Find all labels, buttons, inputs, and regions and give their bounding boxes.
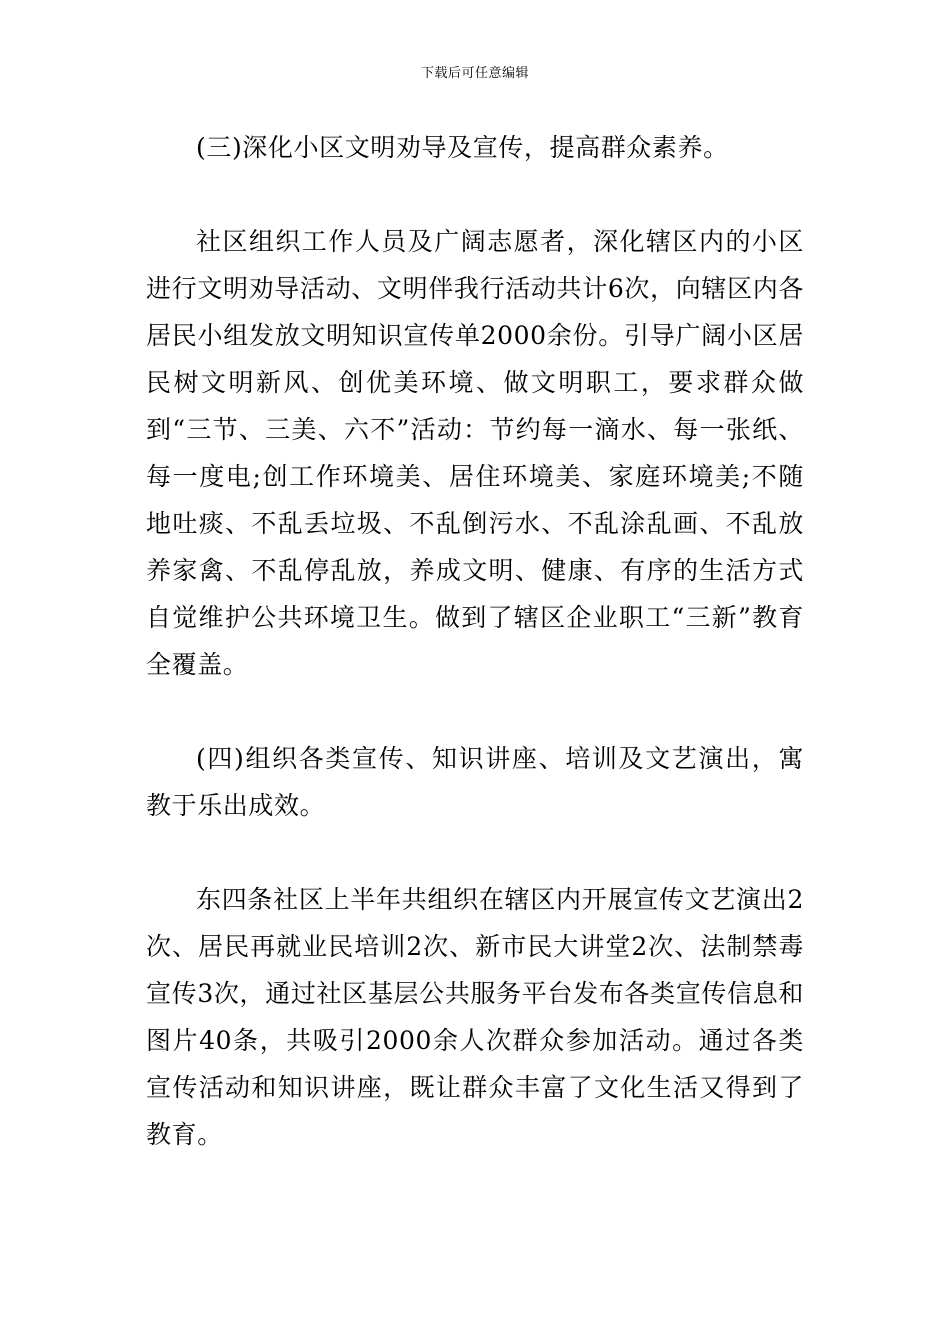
- section-body-4: 东四条社区上半年共组织在辖区内开展宣传文艺演出2次、居民再就业民培训2次、新市民大讲堂2次、法制禁毒宣传3次，通过社区基层公共服务平台发布各类宣传信息和图片40条，共吸引2000余人次群众参加活动。通过各类宣传活动和知识讲座，既让群众丰富了文化生活又得到了教育。: [146, 885, 804, 1149]
- section-heading-4: (四)组织各类宣传、知识讲座、培训及文艺演出，寓教于乐出成效。: [146, 744, 804, 820]
- document-body: [146, 124, 804, 1158]
- header-note: 下载后可任意编辑: [420, 66, 529, 81]
- section-body-3: 社区组织工作人员及广阔志愿者，深化辖区内的小区进行文明劝导活动、文明伴我行活动共计6次，向辖区内各居民小组发放文明知识宣传单2000余份。引导广阔小区居民树文明新风、创优美环境、做文明职工，要求群众做到“三节、三美、六不”活动：节约每一滴水、每一张纸、每一度电;创工作环境美、居住环境美、家庭环境美;不随地吐痰、不乱丢垃圾、不乱倒污水、不乱涂乱画、不乱放养家禽、不乱停乱放，养成文明、健康、有序的生活方式自觉维护公共环境卫生。做到了辖区企业职工“三新”教育全覆盖。: [146, 227, 804, 679]
- section-heading-3: (三)深化小区文明劝导及宣传，提高群众素养。: [196, 133, 729, 162]
